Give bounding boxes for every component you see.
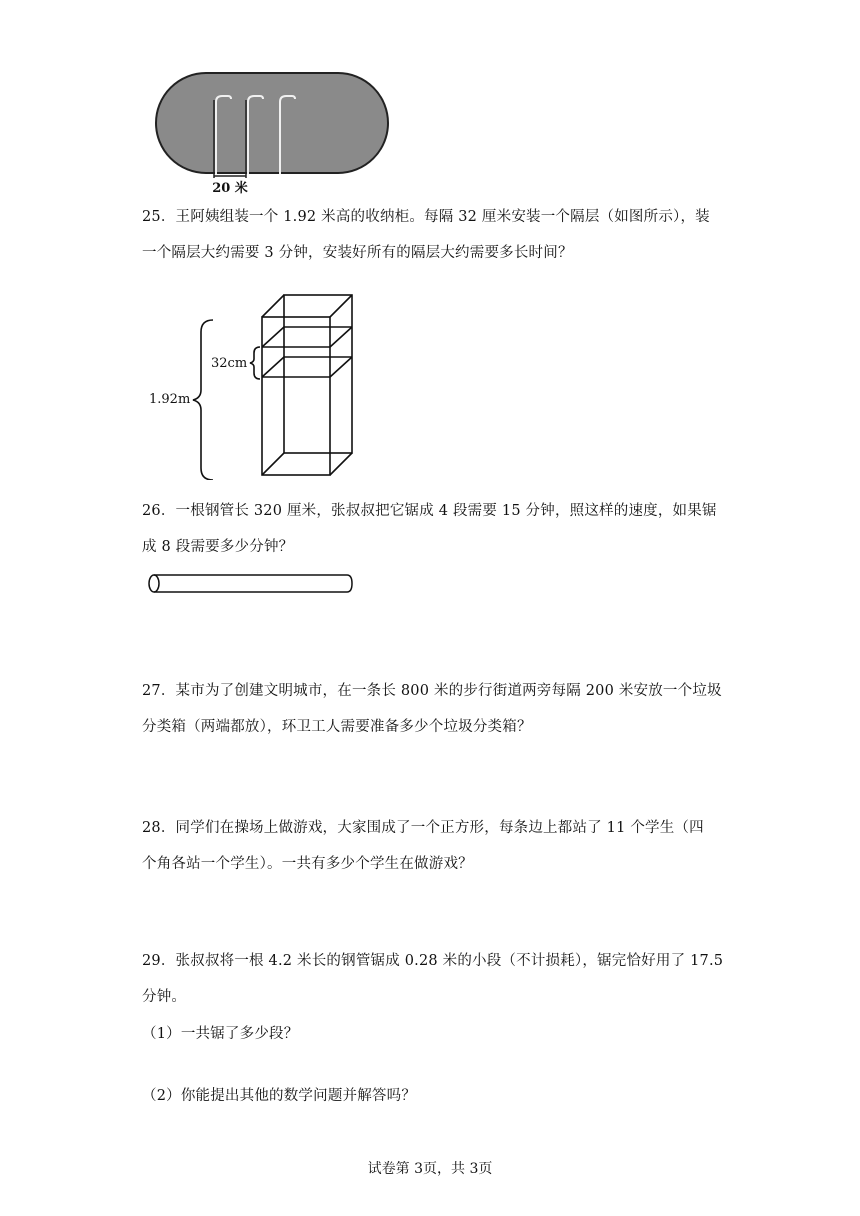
question-line: 25．王阿姨组装一个 1.92 米高的收纳柜。每隔 32 厘米安装一个隔层（如图所示），装 [142, 209, 710, 225]
track-oval [156, 73, 388, 173]
cabinet-interval-label: 32cm [211, 356, 248, 371]
track-distance-label: 20 米 [212, 181, 248, 196]
question-line: 成 8 段需要多少分钟？ [142, 539, 294, 555]
question-27 [142, 673, 732, 745]
question-29-part-2: （2）你能提出其他的数学问题并解答吗？ [142, 1088, 417, 1104]
track-figure [150, 70, 400, 196]
question-line: 27．某市为了创建文明城市，在一条长 800 米的步行街道两旁每隔 200 米安放一个垃圾 [142, 683, 722, 699]
question-28 [142, 810, 732, 882]
question-line: 26．一根钢管长 320 厘米，张叔叔把它锯成 4 段需要 15 分钟，照这样的速度，如果锯 [142, 503, 717, 519]
question-26 [142, 493, 732, 565]
question-line: 分类箱（两端都放），环卫工人需要准备多少个垃圾分类箱？ [142, 719, 532, 735]
cabinet-figure [145, 290, 365, 480]
question-line: 29．张叔叔将一根 4.2 米长的钢管锯成 0.28 米的小段（不计损耗），锯完恰好用了 17.5 [142, 953, 724, 969]
page-footer: 试卷第 3页，共 3页 [367, 1161, 493, 1177]
pipe-figure [144, 572, 356, 596]
question-25 [142, 199, 732, 271]
question-line: 一个隔层大约需要 3 分钟，安装好所有的隔层大约需要多长时间？ [142, 245, 573, 261]
question-29-part-1: （1）一共锯了多少段？ [142, 1026, 299, 1042]
question-line: 分钟。 [142, 989, 187, 1005]
question-29 [142, 943, 732, 1015]
question-line: 28．同学们在操场上做游戏，大家围成了一个正方形，每条边上都站了 11 个学生（四 [142, 820, 704, 836]
cabinet-total-height-label: 1.92m [149, 392, 191, 407]
question-line: 个角各站一个学生）。一共有多少个学生在做游戏？ [142, 856, 473, 872]
